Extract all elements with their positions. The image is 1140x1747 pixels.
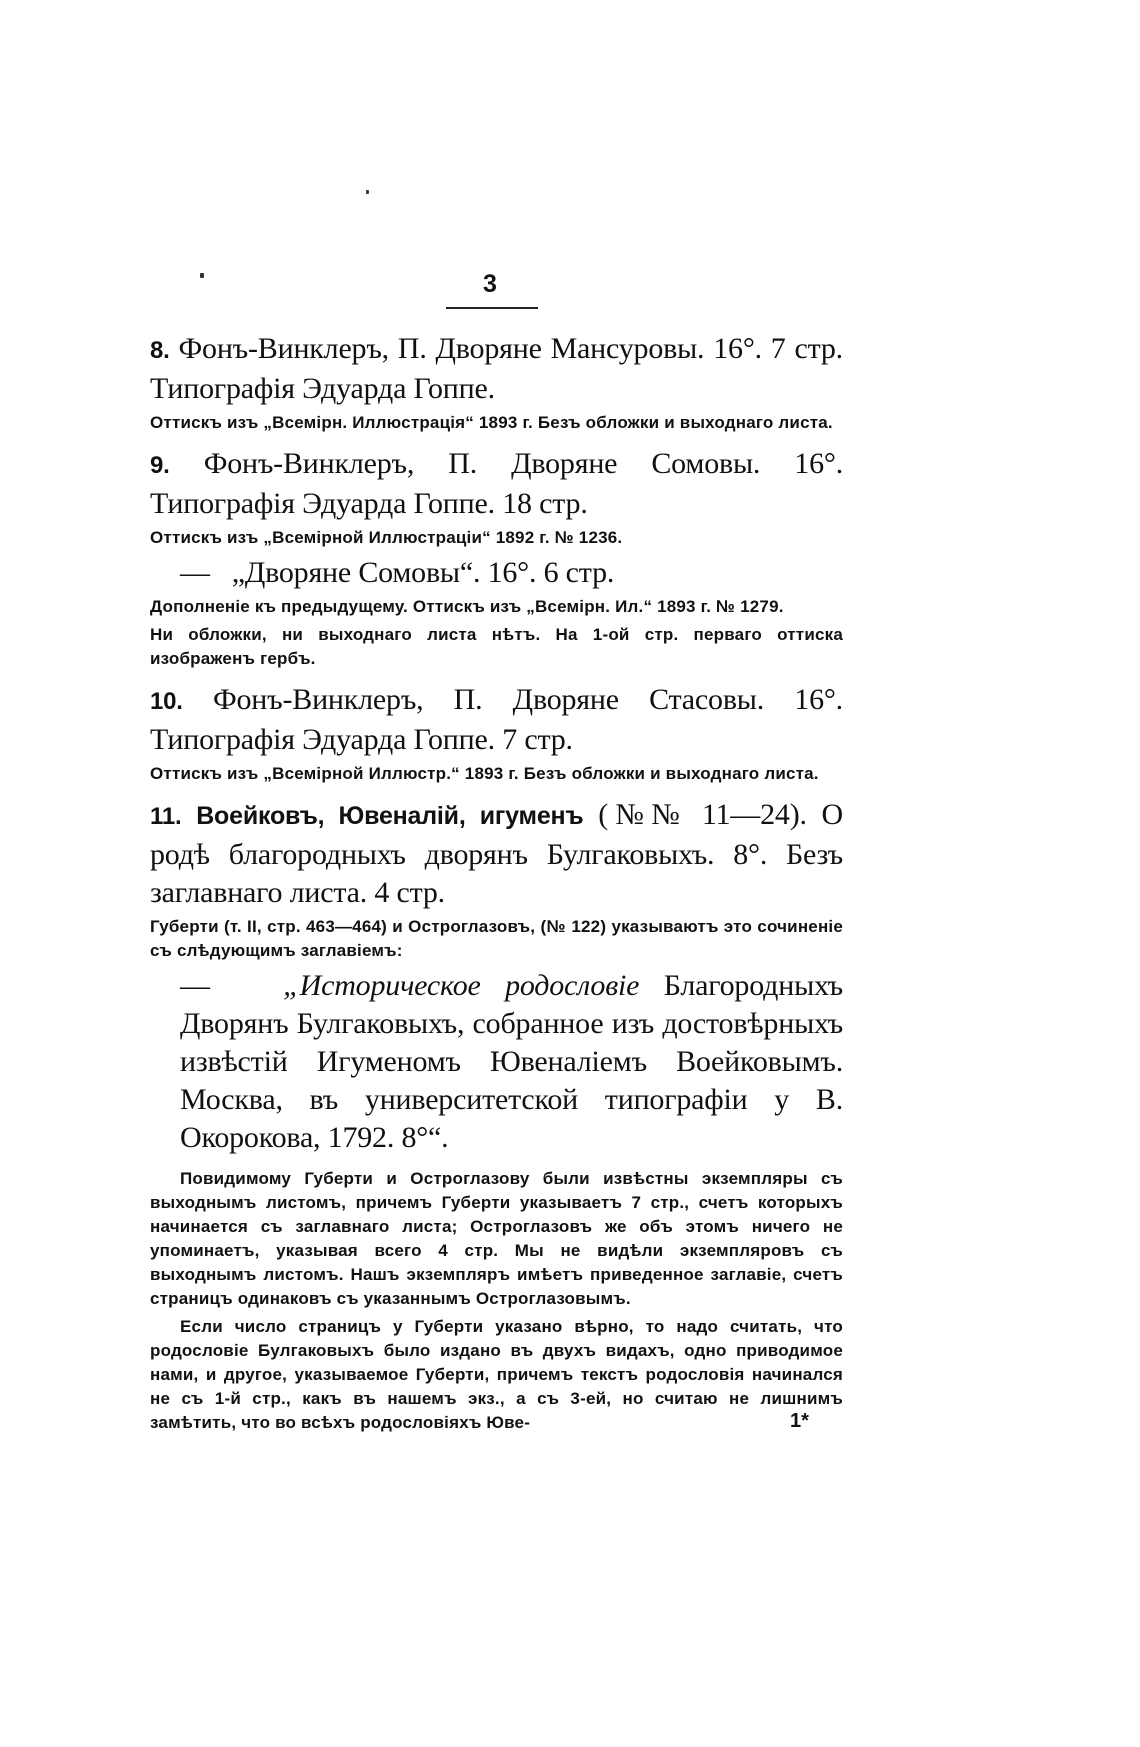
entry-note: Оттискъ изъ „Всемірн. Иллюстрація“ 1893 г. Безъ обложки и выходнаго листа. [150, 413, 833, 432]
author-name: Воейковъ, Ювеналій, игуменъ [196, 802, 584, 830]
entry-note: Губерти (т. II, стр. 463—464) и Остроглазовъ, (№ 122) указываютъ это сочиненіе съ слѣдующимъ заглавіемъ: [150, 917, 843, 960]
print-speck [366, 190, 369, 194]
entry-number: 11. [150, 803, 182, 830]
quoted-title [150, 967, 843, 1157]
entry-note-secondary: Ни обложки, ни выходнаго листа нѣтъ. На 1-ой стр. перваго оттиска изображенъ гербъ. [150, 625, 843, 668]
entry-number: 9. [150, 452, 170, 479]
bibliography-subentry [150, 554, 843, 671]
entry-dash: — [180, 556, 210, 589]
entry-text: „Дворяне Сомовы“. 16°. 6 стр. [231, 556, 615, 589]
entry-text: Фонъ-Винклеръ, П. Дворяне Сомовы. 16°. Типографія Эдуарда Гоппе. 18 стр. [150, 447, 843, 520]
print-speck [200, 273, 204, 278]
quote-dash: — [180, 969, 210, 1002]
entry-note: Оттискъ изъ „Всемірной Иллюстр.“ 1893 г. Безъ обложки и выходнаго листа. [150, 764, 819, 783]
entry-text: Фонъ-Винклеръ, П. Дворяне Мансуровы. 16°. 7 стр. Типографія Эдуарда Гоппе. [150, 332, 843, 405]
bibliography-entry [150, 330, 843, 435]
entry-note: Дополненіе къ предыдущему. Оттискъ изъ „Всемірн. Ил.“ 1893 г. № 1279. [150, 597, 784, 616]
commentary-paragraph: Повидимому Губерти и Остроглазову были извѣстны экземпляры съ выходнымъ листомъ, причемъ Губерти указываетъ 7 стр., счетъ которыхъ начинается съ заглавнаго листа; Остроглазовъ же объ этомъ ничего не упоминаетъ, указывая всего 4 стр. Мы не видѣли экземпляровъ съ выходнымъ листомъ. Нашъ экземпляръ имѣетъ приведенное заглавіе, счетъ страницъ одинаковъ съ указаннымъ Остроглазовымъ. [150, 1169, 843, 1308]
entry-text: Фонъ-Винклеръ, П. Дворяне Стасовы. 16°. Типографія Эдуарда Гоппе. 7 стр. [150, 683, 843, 756]
quote-rest: Благородныхъ Дворянъ Булгаковыхъ, собранное изъ достовѣрныхъ извѣстій Игуменомъ Ювеналіемъ Воейковымъ. Москва, въ университетской типографіи у В. Окорокова, 1792. 8°“. [180, 969, 843, 1154]
bibliography-entry [150, 796, 843, 963]
commentary-paragraph: Если число страницъ у Губерти указано вѣрно, то надо считать, что родословіе Булгаковыхъ было издано въ двухъ видахъ, одно приводимое нами, и другое, указываемое Губерти, причемъ текстъ родословія начинался не съ 1-й стр., какъ въ нашемъ экз., а съ 3-ей, но считаю не лишнимъ замѣтить, что во всѣхъ родословіяхъ Юве- [150, 1317, 843, 1432]
signature-mark: 1* [790, 1410, 809, 1432]
bibliography-entry [150, 681, 843, 786]
page-number: 3 [483, 270, 497, 298]
entry-text: (№№ 11—24). О родѣ благородныхъ дворянъ Булгаковыхъ. 8°. Безъ заглавнаго листа. 4 стр. [150, 798, 843, 909]
quote-italic-title: „Историческое родословіе [283, 969, 640, 1002]
page-body [150, 330, 843, 1445]
page-number-rule [446, 307, 538, 309]
entry-note: Оттискъ изъ „Всемірной Иллюстраціи“ 1892 г. № 1236. [150, 528, 623, 547]
entry-number: 8. [150, 337, 170, 364]
bibliography-entry [150, 445, 843, 550]
entry-number: 10. [150, 688, 183, 715]
